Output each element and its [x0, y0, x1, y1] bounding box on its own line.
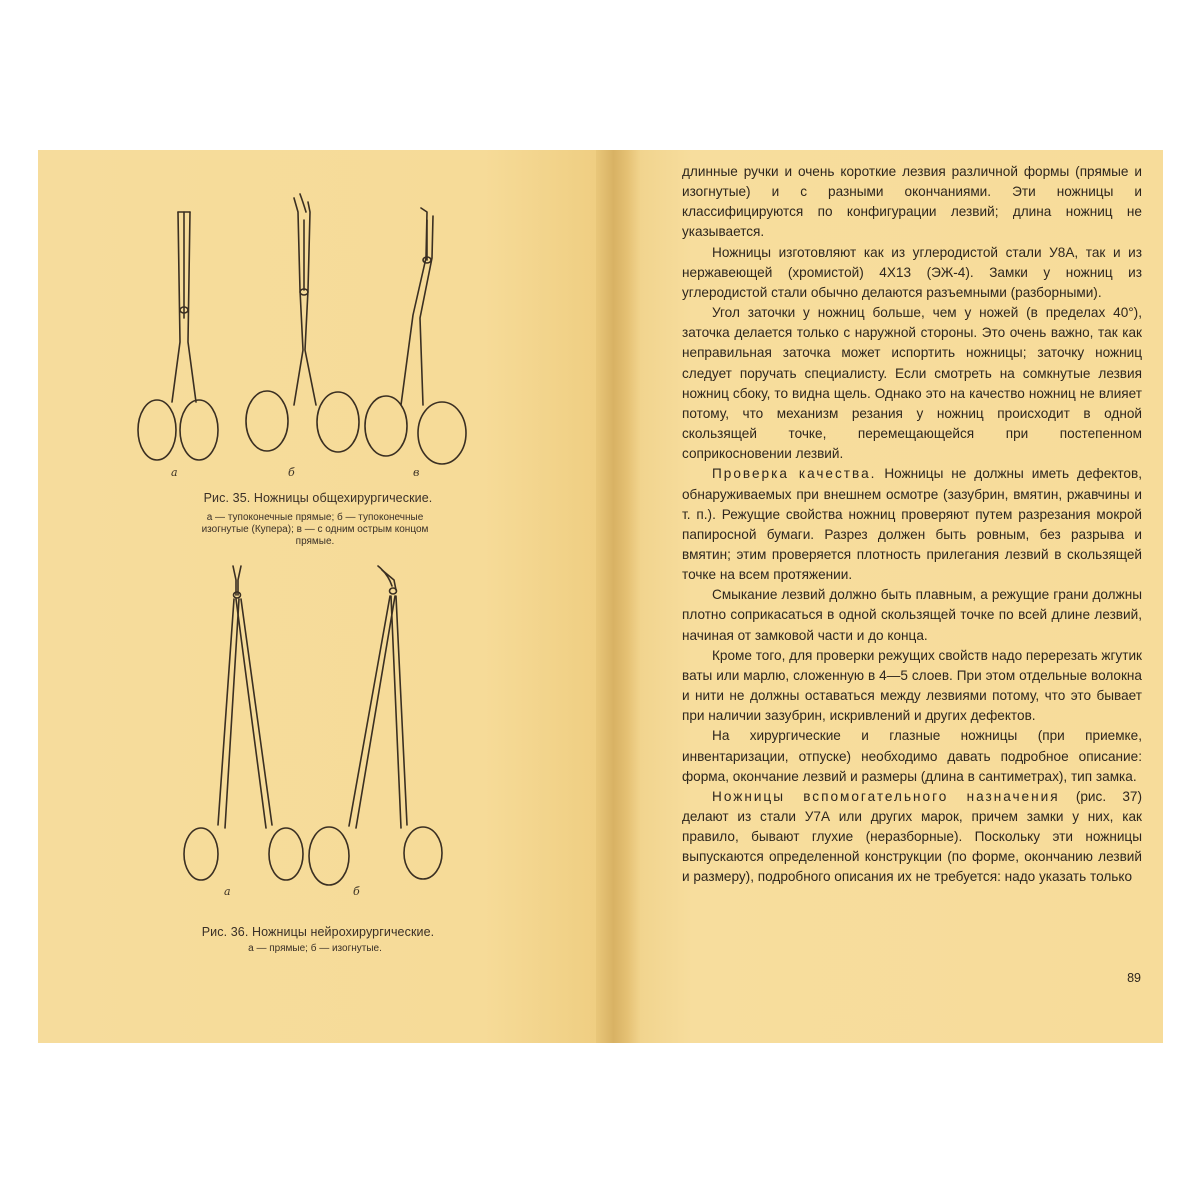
fig36-label-b: б [353, 885, 360, 898]
fig35b-curved-cooper-scissors-icon [246, 194, 359, 452]
paragraph-body: (рис. 37) делают из стали У7А или других марок, причем замки у них, как правило, бывают глухие (неразборные). Поскольку эти ножницы выпускаются определенной конструкции (по форме, окончанию лезвий и размеру), подробного описания их не требуется: надо указать только [682, 788, 1142, 885]
paragraph: Смыкание лезвий должно быть плавным, а режущие грани должны плотно соприкасаться в одной скользящей точке по всей длине лезвий, начиная от замковой части и до конца. [682, 587, 1142, 643]
paragraph: Угол заточки у ножниц больше, чем у ножей (в пределах 40°), заточка делается только с наружной стороны. Это очень важно, так как неправильная заточка может испортить ножницы; заточку ножниц следует поручать специалисту. Если смотреть на сомкнутые лезвия ножниц сбоку, то видна щель. Однако это на качество ножниц не влияет потому, что механизм резания у ножниц происходит в одной скользящей точке, перемещающейся при постепенном соприкосновении лезвий. [682, 305, 1142, 462]
fig35-label-v: в [413, 466, 420, 479]
left-page [38, 150, 596, 1043]
paragraph [682, 464, 1142, 585]
body-text [682, 162, 1142, 888]
book-gutter [596, 150, 640, 1043]
fig36a-straight-neuro-scissors-icon [184, 566, 303, 880]
paragraph: Кроме того, для проверки режущих свойств надо перерезать жгутик ваты или марлю, сложенную в 4—5 слоев. При этом отдельные волокна и нити не должны оставаться между лезвиями потому, что это бывает при наличии зазубрин, искривлений и других дефектов. [682, 647, 1142, 724]
section-heading: Проверка качества. [712, 466, 877, 482]
scissors-illustrations [38, 150, 596, 1043]
fig35-caption-line: а — тупоконечные прямые; б — тупоконечные [206, 512, 424, 523]
fig35-caption-line: изогнутые (Купера); в — с одним острым концом [201, 524, 429, 535]
fig36-caption-title: Рис. 36. Ножницы нейрохирургические. [201, 925, 435, 939]
paragraph: длинные ручки и очень короткие лезвия различной формы (прямые и изогнутые) и с разными окончаниями. Эти ножницы и классифицируются по конфигурации лезвий; длина ножниц не указывается. [682, 164, 1142, 240]
book-spread [38, 150, 1163, 1043]
section-heading: Ножницы вспомогательного назначения [712, 788, 1060, 804]
fig35-caption-line: прямые. [295, 536, 335, 547]
fig35c-sharp-end-scissors-icon [365, 208, 466, 464]
paragraph [682, 787, 1142, 888]
fig36-caption-line: а — прямые; б — изогнутые. [248, 943, 382, 954]
fig35-caption-title: Рис. 35. Ножницы общехирургические. [203, 491, 433, 505]
fig36-caption-body [154, 943, 476, 955]
fig36-label-a: а [224, 885, 231, 898]
page-number: 89 [1127, 971, 1141, 985]
fig35-caption-body [154, 512, 476, 548]
fig35a-straight-blunt-scissors-icon [138, 212, 218, 460]
fig36b-curved-neuro-scissors-icon [309, 566, 442, 885]
right-page [640, 150, 1163, 1043]
paragraph: На хирургические и глазные ножницы (при приемке, инвентаризации, отпуске) необходимо давать подробное описание: форма, окончание лезвий и размеры (длина в сантиметрах), тип замка. [682, 728, 1142, 784]
paragraph-body: Ножницы не должны иметь дефектов, обнаруживаемых при внешнем осмотре (зазубрин, вмятин, ржавчины и т. п.). Режущие свойства ножниц проверяют путем разрезания мокрой папиросной бумаги. Разрез должен быть ровным, без разрыва и вмятин; этим проверяется плотность прилегания лезвий в скользящей точке на всем протяжении. [682, 466, 1142, 583]
fig35-label-b: б [288, 466, 295, 479]
paragraph: Ножницы изготовляют как из углеродистой стали У8А, так и из нержавеющей (хромистой) 4Х13 (ЭЖ-4). Замки у ножниц из углеродистой стали обычно делаются разъемными (разборными). [682, 244, 1142, 300]
fig35-label-a: а [171, 466, 178, 479]
